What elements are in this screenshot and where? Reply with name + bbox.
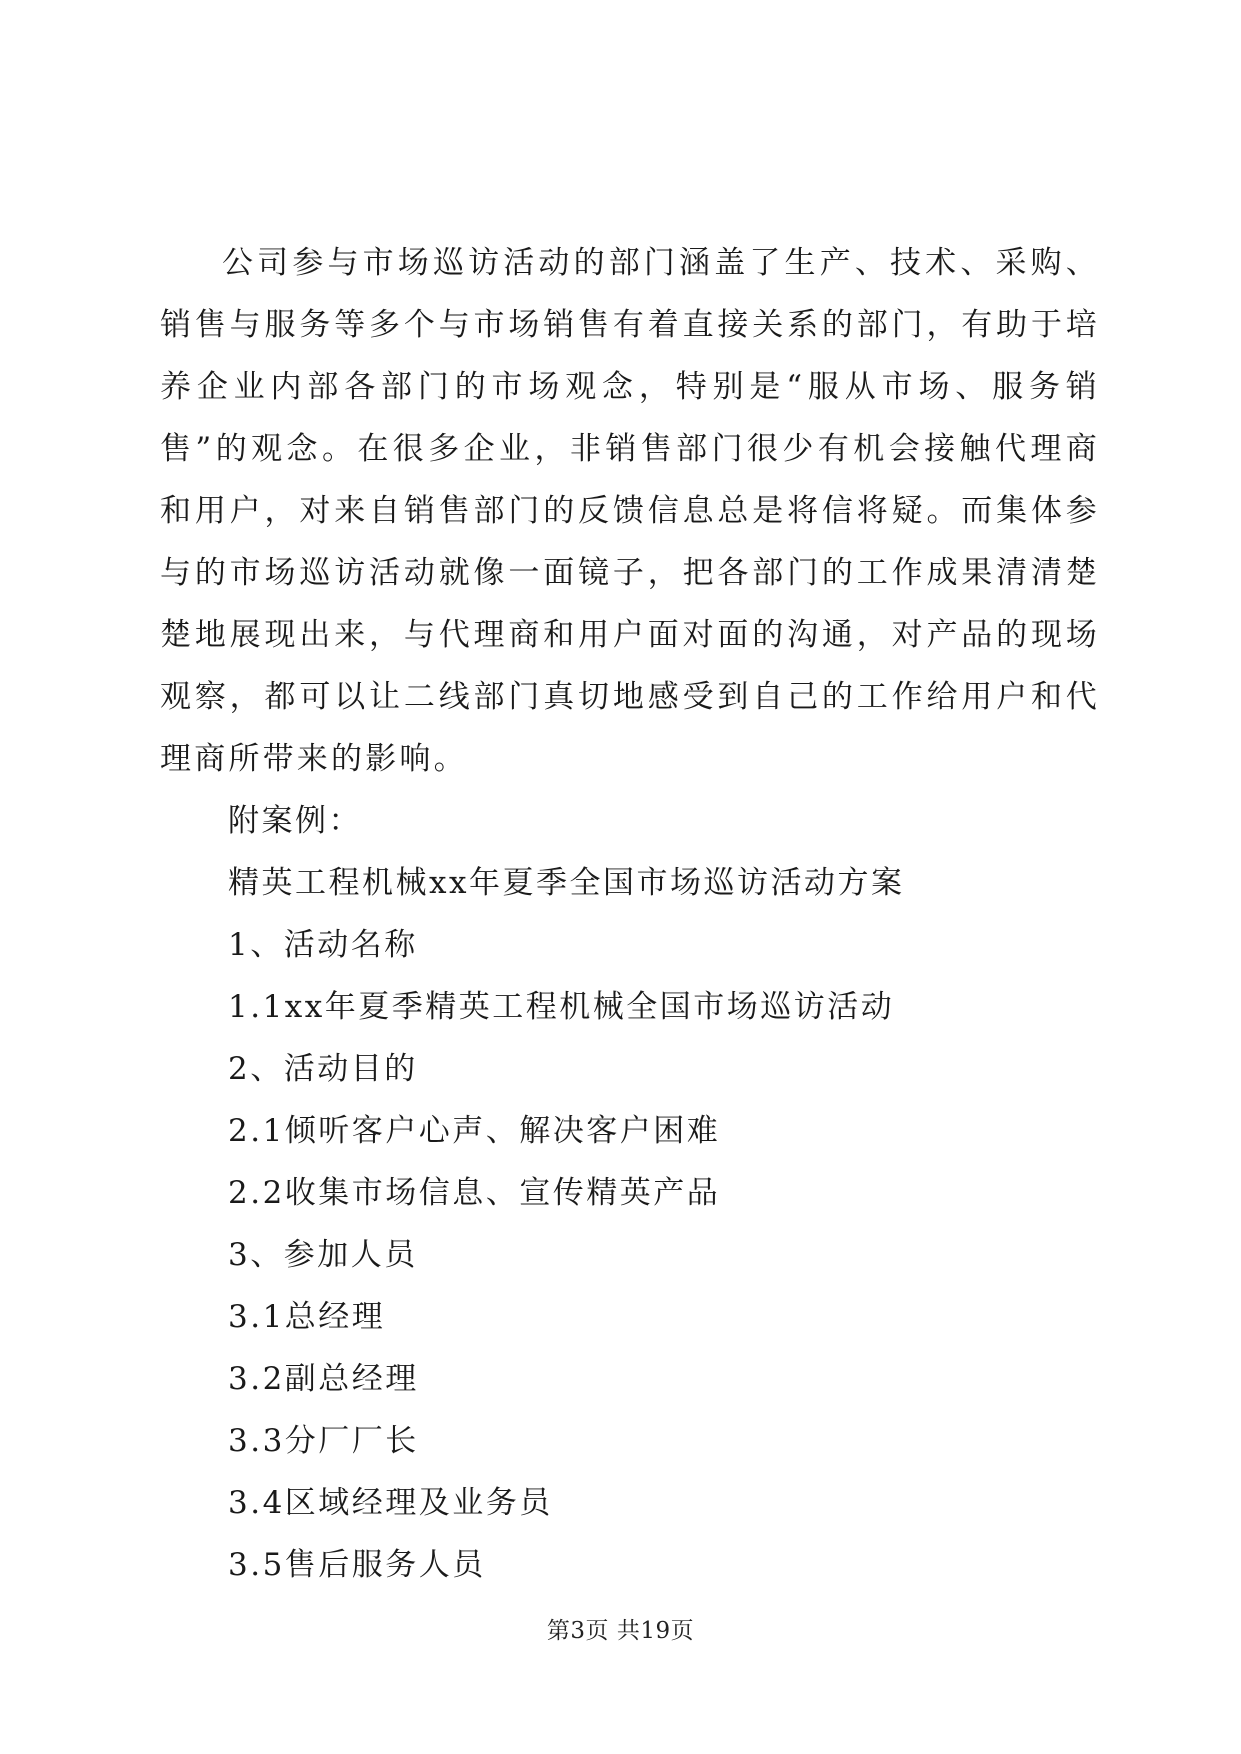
page-number-footer: 第3页 共19页 bbox=[546, 1618, 695, 1644]
appendix-label: 附案例： bbox=[228, 803, 362, 839]
list-item: 2.1倾听客户心声、解决客户困难 bbox=[228, 1113, 721, 1149]
list-item: 3.4区域经理及业务员 bbox=[228, 1485, 553, 1521]
section-heading: 2、活动目的 bbox=[228, 1051, 418, 1087]
list-item: 3.5售后服务人员 bbox=[228, 1547, 486, 1583]
content-lines bbox=[160, 790, 1100, 1596]
list-item: 2.2收集市场信息、宣传精英产品 bbox=[228, 1175, 721, 1211]
document-body bbox=[160, 232, 1100, 1596]
list-item: 3.3分厂厂长 bbox=[228, 1423, 419, 1459]
list-item: 1.1xx年夏季精英工程机械全国市场巡访活动 bbox=[228, 989, 895, 1025]
list-item: 3.2副总经理 bbox=[228, 1361, 419, 1397]
body-paragraph: 公司参与市场巡访活动的部门涵盖了生产、技术、采购、销售与服务等多个与市场销售有着直接关系的部门，有助于培养企业内部各部门的市场观念，特别是“服从市场、服务销售”的观念。在很多企业，非销售部门很少有机会接触代理商和用户，对来自销售部门的反馈信息总是将信将疑。而集体参与的市场巡访活动就像一面镜子，把各部门的工作成果清清楚楚地展现出来，与代理商和用户面对面的沟通，对产品的现场观察，都可以让二线部门真切地感受到自己的工作给用户和代理商所带来的影响。 bbox=[160, 245, 1100, 777]
section-heading: 1、活动名称 bbox=[228, 927, 418, 963]
section-heading: 3、参加人员 bbox=[228, 1237, 418, 1273]
plan-title: 精英工程机械xx年夏季全国市场巡访活动方案 bbox=[228, 865, 905, 901]
list-item: 3.1总经理 bbox=[228, 1299, 386, 1335]
